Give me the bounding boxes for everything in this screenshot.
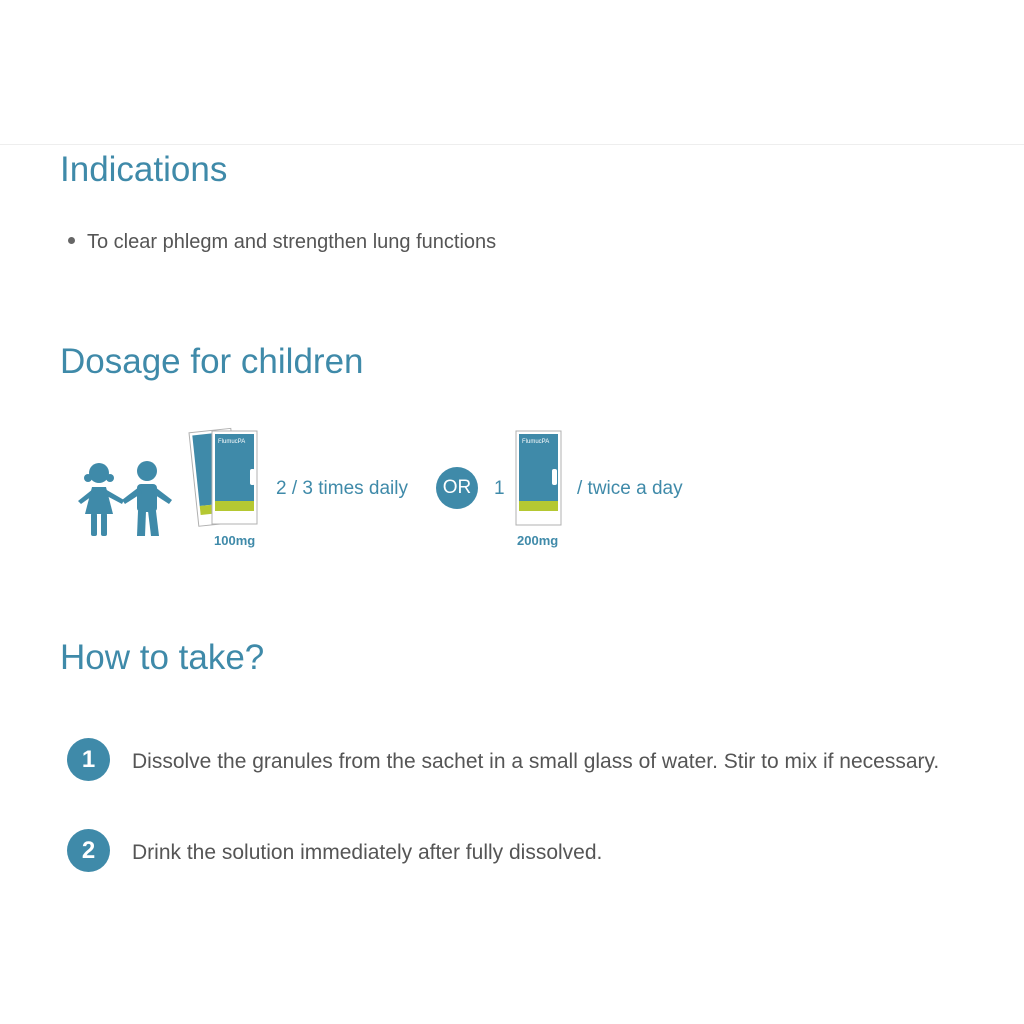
bullet-icon bbox=[68, 237, 75, 244]
step-text: Drink the solution immediately after fully dissolved. bbox=[132, 841, 603, 864]
step-text: Dissolve the granules from the sachet in a small glass of water. Stir to mix if necessary. bbox=[132, 750, 940, 773]
children-icon bbox=[72, 460, 178, 538]
count-option-b: 1 bbox=[494, 478, 505, 499]
list-item bbox=[68, 229, 496, 255]
strength-100mg-label: 100mg bbox=[214, 533, 256, 548]
sachet-brand-label: FlumucPA bbox=[218, 439, 246, 445]
dosage-heading: Dosage for children bbox=[60, 342, 364, 381]
header-divider bbox=[0, 144, 1024, 145]
frequency-option-b: / twice a day bbox=[577, 478, 683, 499]
indications-heading: Indications bbox=[60, 150, 228, 189]
sachet-brand-label: FlumucPA bbox=[522, 439, 550, 445]
sachet-200mg-icon bbox=[513, 429, 565, 529]
step-number-badge: 2 bbox=[67, 829, 110, 872]
sachet-100mg-icon bbox=[188, 424, 264, 530]
indications-list bbox=[68, 229, 496, 255]
how-to-take-heading: How to take? bbox=[60, 638, 265, 677]
indication-text: To clear phlegm and strengthen lung functions bbox=[87, 231, 497, 253]
strength-200mg-label: 200mg bbox=[517, 533, 559, 548]
step-number-badge: 1 bbox=[67, 738, 110, 781]
or-badge: OR bbox=[436, 467, 478, 509]
frequency-option-a: 2 / 3 times daily bbox=[276, 478, 408, 499]
